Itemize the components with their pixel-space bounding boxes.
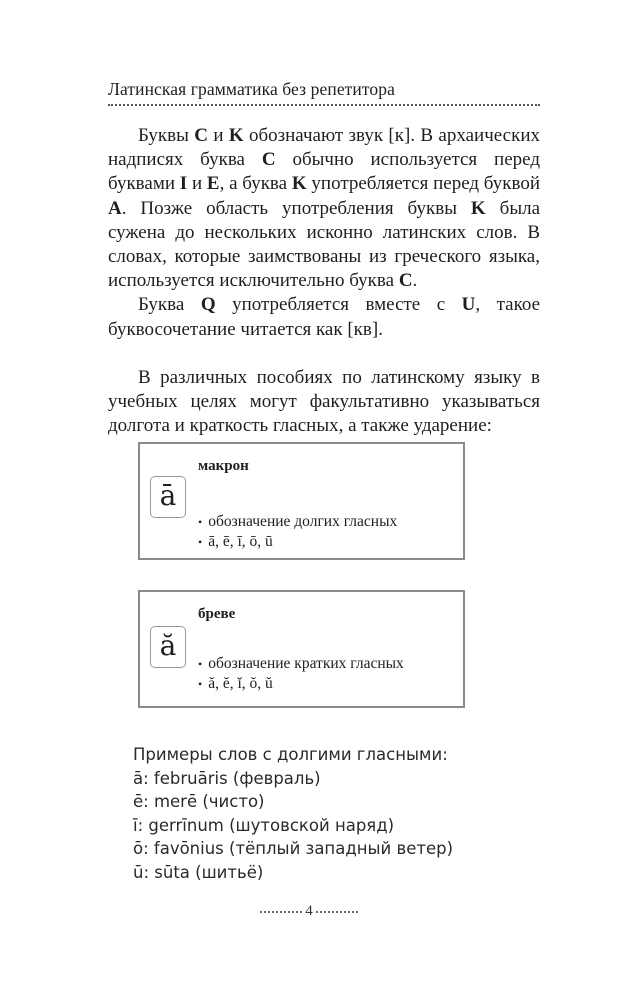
list-item: • обозначение долгих гласных (198, 512, 397, 532)
list-item: • обозначение кратких гласных (198, 654, 404, 674)
example-item: ū: sūta (шитьё) (133, 862, 264, 882)
macron-box (138, 442, 465, 560)
bold-letter: I (179, 173, 188, 195)
example-item: ā: februāris (февраль) (133, 768, 321, 788)
paragraph-quantity-marks: В различных пособиях по латинскому языку в учебных целях могут факультативно указываться долгота и краткость гласных, а также ударение: (108, 366, 540, 437)
paragraph-q-u: Буква Q употребляется вместе с U, такое буквосочетание читается как [кв]. (108, 294, 541, 340)
macron-label: макрон (198, 458, 249, 474)
running-header (108, 78, 540, 106)
bold-letter: U (461, 294, 476, 316)
body-text (108, 124, 540, 438)
breve-list (198, 654, 404, 694)
breve-label: бреве (198, 606, 236, 622)
footer-dots-right (316, 911, 358, 913)
breve-glyph-icon: ă (150, 626, 186, 668)
examples-heading: Примеры слов с долгими гласными: (133, 745, 448, 764)
book-title: Латинская грамматика без репетитора (108, 79, 395, 99)
example-item: ō: favōnius (тёплый западный ветер) (133, 839, 454, 858)
bold-letter: E (206, 173, 220, 195)
example-item: ē: merē (чисто) (133, 792, 265, 811)
bold-letter: C (194, 125, 208, 146)
macron-glyph-icon: ā (150, 476, 186, 518)
page-footer (0, 903, 618, 920)
bold-letter: K (291, 173, 307, 195)
bold-letter: A (108, 197, 122, 219)
footer-dots-left (260, 911, 302, 913)
bold-letter: Q (200, 294, 216, 316)
header-dotted-rule (108, 104, 540, 106)
long-vowel-examples (133, 743, 453, 884)
macron-list (198, 512, 397, 552)
list-item: • ā, ē, ī, ō, ū (198, 532, 397, 552)
breve-box (138, 590, 465, 708)
bold-letter: C (398, 270, 413, 292)
bold-letter: K (470, 197, 486, 219)
paragraph-c-k: Буквы C и K обозначают звук [к]. В архаических надписях буква C обычно используется перед буквами I и E, а буква K употребляется перед буквой A. Позже область употребления буквы K была сужена до нескольких исконно латинских слов. В словах, которые заимствованы из греческого языка, используется исключительно буква C. (108, 125, 540, 292)
list-item: • ă, ĕ, ĭ, ŏ, ŭ (198, 674, 404, 694)
example-item: ī: gerrīnum (шутовской наряд) (133, 815, 395, 835)
bold-letter: C (261, 149, 276, 171)
page-number: 4 (305, 903, 313, 919)
bold-letter: K (228, 125, 244, 146)
